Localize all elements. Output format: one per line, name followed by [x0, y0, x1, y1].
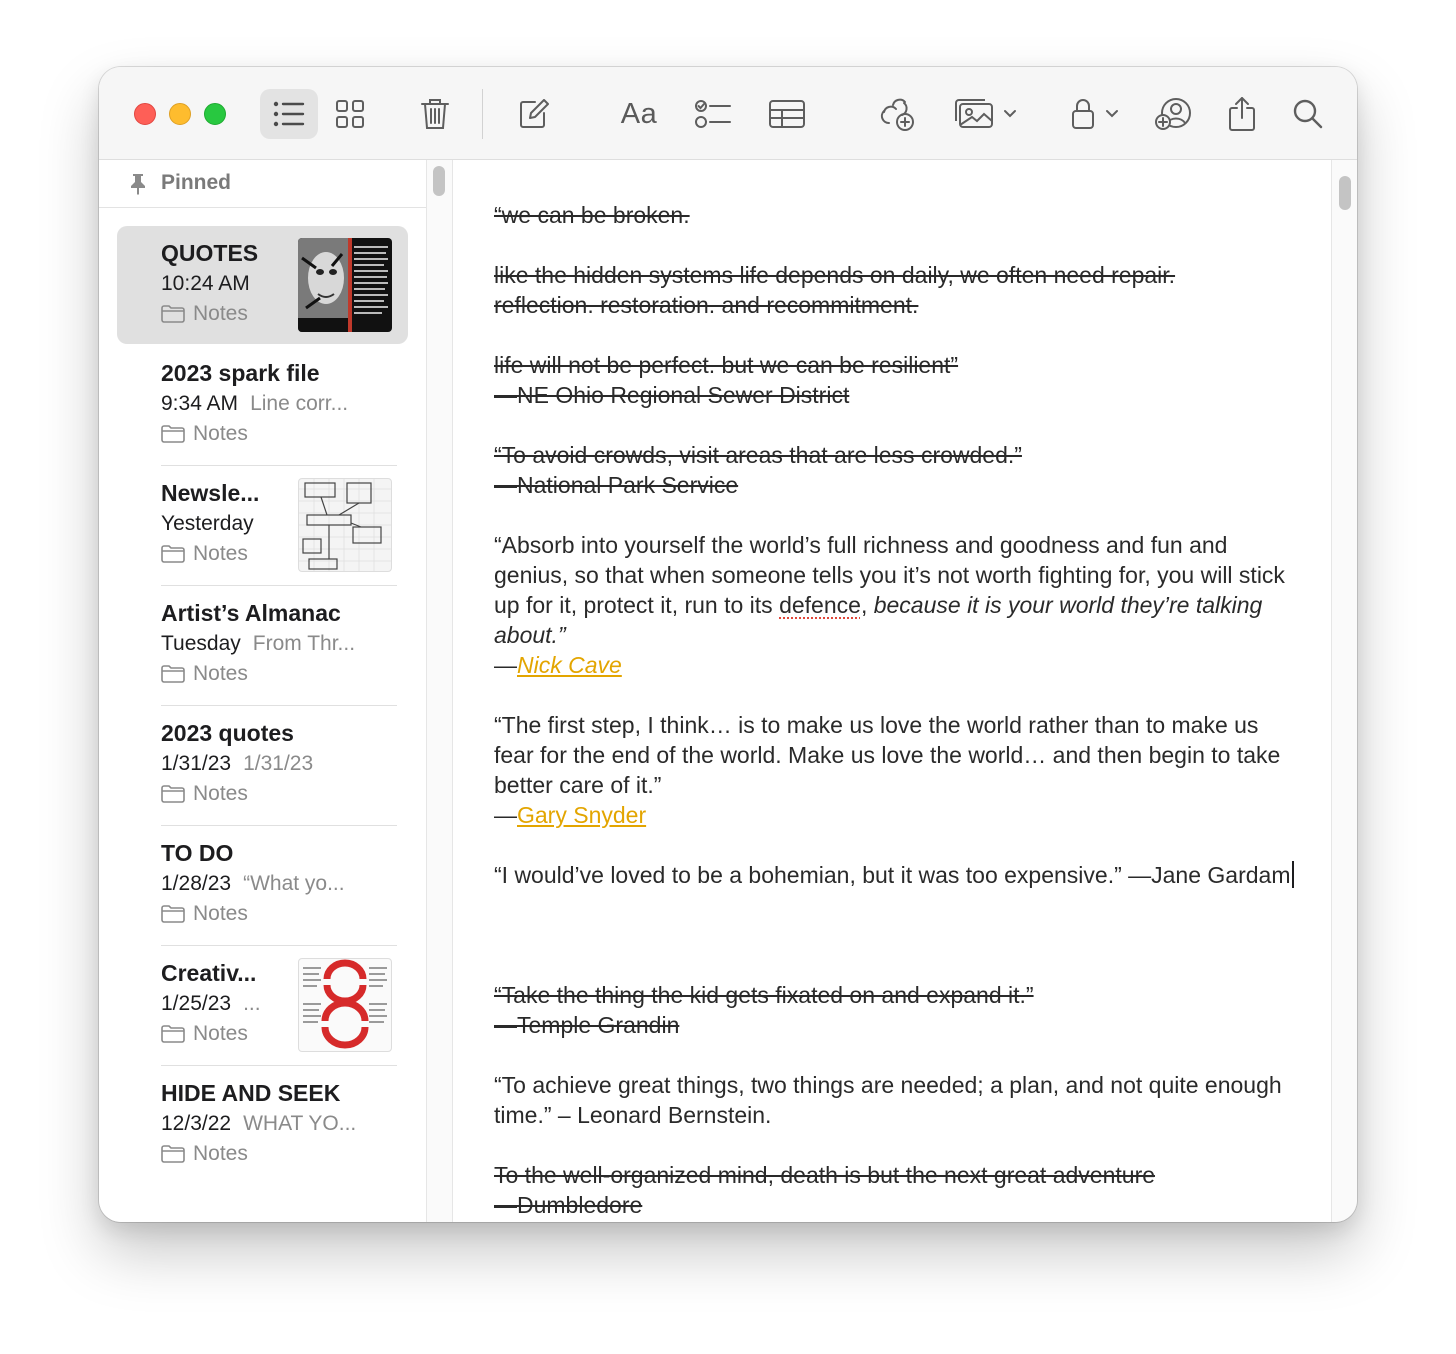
note-folder-label: Notes	[193, 1022, 248, 1045]
note-meta	[161, 272, 250, 296]
note-item-hide-and-seek[interactable]	[117, 1066, 408, 1184]
note-title: Artist’s Almanac	[161, 600, 341, 626]
quote-text: “Absorb into yourself the world’s full richness and goodness and fun and genius, so that when someone tells you it’s not worth fighting for, you will stick up for it, protect it, run to its	[494, 532, 1285, 618]
note-preview: “What yo...	[243, 872, 345, 895]
attribution-dash: —	[494, 802, 517, 828]
note-title: Newsle...	[161, 480, 260, 506]
toolbar	[99, 67, 1357, 160]
nick-cave-link[interactable]: Nick Cave	[517, 652, 622, 678]
folder-icon	[161, 545, 185, 563]
gary-snyder-link[interactable]: Gary Snyder	[517, 802, 647, 828]
checklist-icon	[695, 99, 731, 129]
misspelled-word[interactable]: defence	[779, 592, 861, 618]
note-folder-label: Notes	[193, 662, 248, 685]
note-folder	[161, 542, 248, 566]
quote-text: ,	[860, 592, 874, 618]
note-editor[interactable]	[454, 160, 1331, 1222]
media-button[interactable]	[949, 89, 1023, 139]
note-folder-label: Notes	[193, 1142, 248, 1165]
folder-icon	[161, 1145, 185, 1163]
delete-button[interactable]	[410, 89, 460, 139]
note-folder	[161, 302, 248, 326]
list-view-button[interactable]	[260, 89, 318, 139]
note-preview: ...	[243, 992, 261, 1015]
note-folder	[161, 902, 248, 926]
quote-line: like the hidden systems life depends on daily, we often need repair.	[494, 262, 1176, 288]
chevron-down-icon	[1003, 109, 1017, 119]
quote-line: “Take the thing the kid gets fixated on and expand it.”	[494, 982, 1034, 1008]
folder-icon	[161, 905, 185, 923]
note-date: 10:24 AM	[161, 272, 250, 295]
note-folder-label: Notes	[193, 302, 248, 325]
quote-line: “To avoid crowds, visit areas that are less crowded.”	[494, 442, 1022, 468]
note-meta	[161, 872, 345, 896]
folder-icon	[161, 665, 185, 683]
share-button[interactable]	[1217, 89, 1267, 139]
trash-icon	[421, 98, 449, 130]
notes-window	[99, 67, 1357, 1222]
note-item-newsletter[interactable]	[117, 466, 408, 584]
editor-scrollbar[interactable]	[1331, 160, 1357, 1222]
note-title: HIDE AND SEEK	[161, 1080, 341, 1106]
note-folder-label: Notes	[193, 542, 248, 565]
note-meta	[161, 632, 355, 656]
sidebar-scroll-thumb[interactable]	[433, 166, 445, 196]
note-meta	[161, 392, 348, 416]
quote-attribution: —Dumbledore	[494, 1192, 643, 1218]
table-button[interactable]	[761, 89, 813, 139]
folder-icon	[161, 425, 185, 443]
chevron-down-icon	[1105, 109, 1119, 119]
note-folder-label: Notes	[193, 902, 248, 925]
gallery-view-button[interactable]	[325, 89, 375, 139]
quote-attribution	[494, 650, 1294, 680]
lock-icon	[1071, 98, 1095, 130]
list-view-icon	[273, 101, 305, 127]
note-preview: Line corr...	[250, 392, 349, 415]
pinned-label: Pinned	[161, 171, 232, 194]
quote-paragraph-nick-cave	[494, 530, 1294, 650]
compose-icon	[519, 99, 549, 129]
toolbar-separator	[482, 89, 483, 139]
note-preview: WHAT YO...	[243, 1112, 357, 1135]
share-person-icon	[1155, 97, 1193, 131]
note-meta	[161, 992, 261, 1016]
note-title: TO DO	[161, 840, 234, 866]
note-title: QUOTES	[161, 240, 259, 266]
sidebar-scrollbar[interactable]	[426, 160, 453, 1222]
editor-scroll-thumb[interactable]	[1339, 176, 1351, 210]
quote-text: “I would’ve loved to be a bohemian, but it was too expensive.” —Jane Gardam	[494, 862, 1291, 888]
share-person-button[interactable]	[1149, 89, 1199, 139]
note-title: Creativ...	[161, 960, 257, 986]
lock-button[interactable]	[1061, 89, 1129, 139]
note-item-to-do[interactable]	[117, 826, 408, 944]
format-label: Aa	[620, 97, 658, 130]
note-title: 2023 quotes	[161, 720, 294, 746]
minimize-window-button[interactable]	[169, 103, 191, 125]
note-meta	[161, 752, 313, 776]
note-date: 1/31/23	[161, 752, 232, 775]
note-date: 1/25/23	[161, 992, 232, 1015]
note-folder-label: Notes	[193, 782, 248, 805]
note-folder-label: Notes	[193, 422, 248, 445]
folder-icon	[161, 1025, 185, 1043]
note-title: 2023 spark file	[161, 360, 320, 386]
compose-button[interactable]	[509, 89, 559, 139]
attribution-dash: —	[494, 652, 517, 678]
note-date: Tuesday	[161, 632, 241, 655]
note-date: 1/28/23	[161, 872, 232, 895]
note-item-quotes[interactable]	[117, 226, 408, 344]
note-folder	[161, 1022, 248, 1046]
note-item-2023-spark-file[interactable]	[117, 346, 408, 464]
note-folder	[161, 1142, 248, 1166]
quote-image-thumbnail	[298, 238, 392, 332]
note-date: 9:34 AM	[161, 392, 239, 415]
media-icon	[955, 99, 995, 129]
quote-attribution	[494, 800, 1294, 830]
close-window-button[interactable]	[134, 103, 156, 125]
quote-line: reflection. restoration. and recommitment.	[494, 292, 919, 318]
note-folder	[161, 782, 248, 806]
note-item-creativity[interactable]	[117, 946, 408, 1064]
note-item-2023-quotes[interactable]	[117, 706, 408, 824]
note-preview: From Thr...	[252, 632, 356, 655]
pin-icon	[129, 173, 147, 195]
quote-line: “we can be broken.	[494, 202, 690, 228]
table-icon	[769, 100, 805, 128]
note-meta	[161, 1112, 356, 1136]
text-cursor	[1292, 861, 1294, 888]
quote-paragraph-bernstein: “To achieve great things, two things are needed; a plan, and not quite enough time.” – Leonard Bernstein.	[494, 1072, 1282, 1128]
quote-line: To the well-organized mind, death is but the next great adventure	[494, 1162, 1156, 1188]
quote-paragraph-jane-gardam	[494, 860, 1294, 890]
quote-line: life will not be perfect. but we can be resilient”	[494, 352, 959, 378]
folder-icon	[161, 785, 185, 803]
notes-list-sidebar	[99, 160, 426, 1222]
note-folder	[161, 422, 248, 446]
quote-attribution: —Temple Grandin	[494, 1012, 680, 1038]
search-icon	[1293, 99, 1323, 129]
maximize-window-button[interactable]	[204, 103, 226, 125]
quote-attribution: —National Park Service	[494, 472, 739, 498]
checklist-button[interactable]	[687, 89, 739, 139]
gallery-view-icon	[336, 100, 364, 128]
quote-attribution: —NE Ohio Regional Sewer District	[494, 382, 850, 408]
collaborate-icon	[879, 97, 915, 131]
note-preview: 1/31/23	[243, 752, 314, 775]
quote-paragraph-gary-snyder: “The first step, I think… is to make us love the world rather than to make us fear for the end of the world. Make us love the world… and then begin to take better care of it.”	[494, 712, 1281, 798]
note-item-artists-almanac[interactable]	[117, 586, 408, 704]
quote-text-italic: because it is your world they’re talking about.”	[494, 592, 1263, 648]
note-date: Yesterday	[161, 512, 254, 535]
pinned-section-header	[99, 160, 426, 208]
folder-icon	[161, 305, 185, 323]
sketch-diagram-thumbnail	[298, 478, 392, 572]
note-folder	[161, 662, 248, 686]
share-icon	[1228, 96, 1256, 132]
note-date: 12/3/22	[161, 1112, 232, 1135]
red-diagram-thumbnail	[298, 958, 392, 1052]
collaborate-button[interactable]	[871, 89, 923, 139]
format-button[interactable]	[611, 89, 667, 139]
search-button[interactable]	[1283, 89, 1333, 139]
note-meta	[161, 512, 254, 536]
